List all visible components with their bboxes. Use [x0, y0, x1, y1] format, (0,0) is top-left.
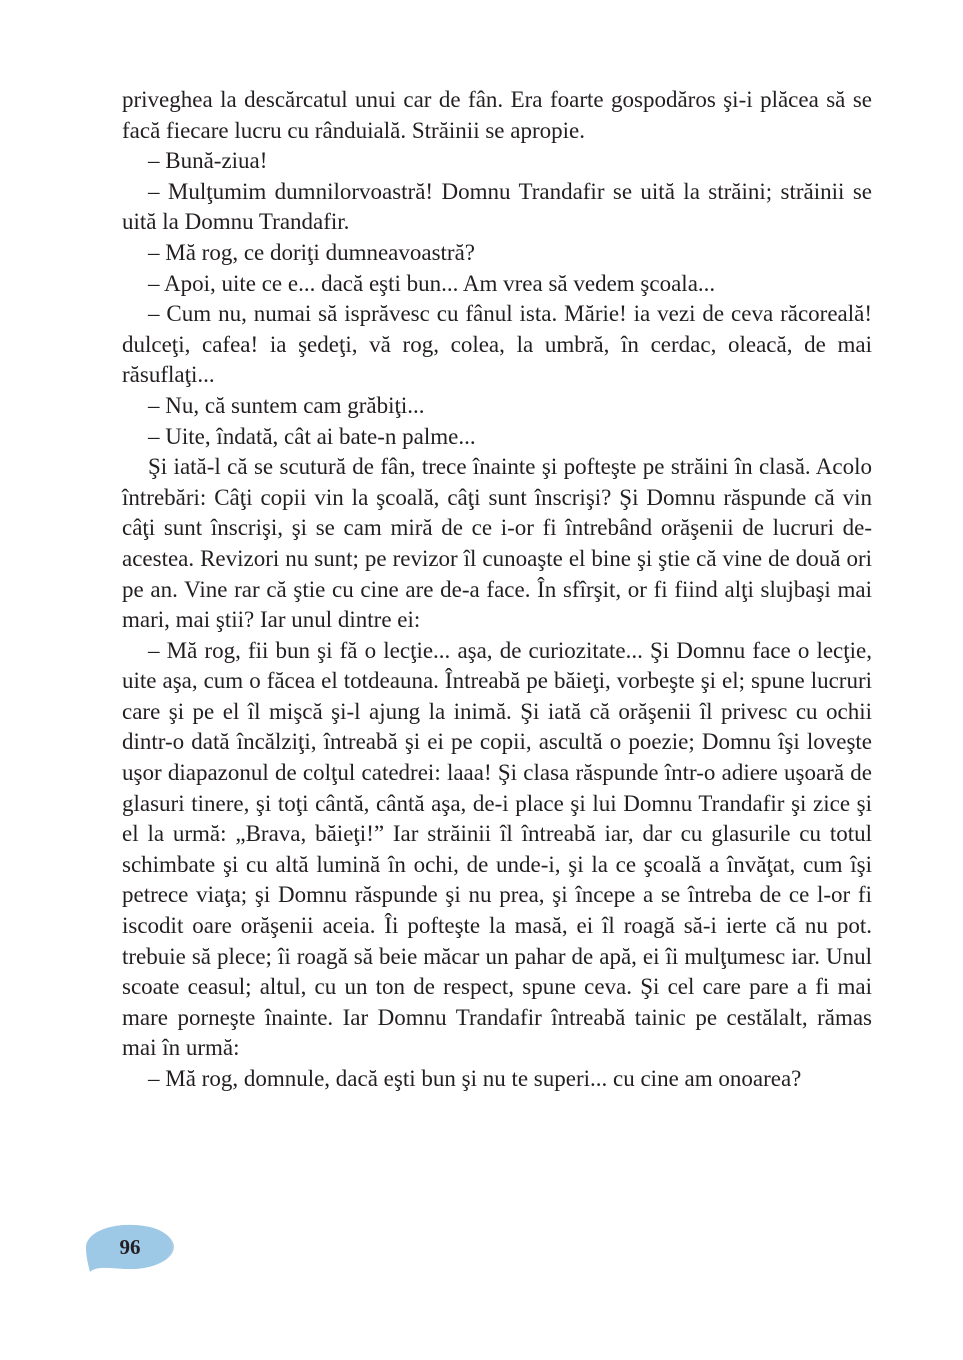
paragraph: – Nu, că suntem cam grăbiţi...	[148, 392, 425, 418]
paragraph: – Mă rog, fii bun şi fă o lecţie... aşa, de curiozitate... Şi Domnu face o lecţie, uite aşa, cum o făcea el totdeauna. Întreabă pe băieţi, vorbeşte şi el; spune lucruri care şi pe el îl mişcă şi-l ajung la inimă. Şi iată că orăşenii îl privesc cu ochii dintr-o dată încălziţi, întreabă şi ei pe copii, ascultă o poezie; Domnu îşi loveşte uşor diapazonul de colţul catedrei: laaa! Şi clasa răspunde într-o adiere uşoară de glasuri tinere, şi toţi cântă, cântă aşa, de-i place şi lui Domnu Trandafir şi zice şi el la urmă: „Brava, băieţi!” Iar străinii îl întreabă iar, dar cu glasurile cu totul schimbate şi cu altă lumină în ochi, de unde-i, şi la ce şcoală a învăţat, cum îşi petrece viaţa; şi Domnu răspunde şi nu prea, şi începe a se întreba de ce l-or fi iscodit oare orăşenii aceia. Îi pofteşte la masă, ei îl roagă să-i ierte că nu pot. trebuie să plece; îi roagă să beie măcar un pahar de apă, ei îi mulţumesc iar. Unul scoate ceasul; altul, cu un ton de respect, spune ceva. Şi cel care pare a fi mai mare porneşte înainte. Iar Domnu Trandafir întreabă tainic pe cestălalt, rămas mai în urmă:	[122, 637, 872, 1061]
paragraph: – Mulţumim dumnilorvoastră! Domnu Trandafir se uită la străini; străinii se uită la Domnu Trandafir.	[122, 178, 872, 235]
paragraph: – Uite, îndată, cât ai bate-n palme...	[148, 423, 476, 449]
paragraph: – Apoi, uite ce e... dacă eşti bun... Am vrea să vedem şcoala...	[148, 270, 716, 296]
page-number: 96	[119, 1235, 141, 1259]
paragraph: – Cum nu, numai să isprăvesc cu fânul ista. Mărie! ia vezi de ceva răcoreală! dulceţi, cafea! ia şedeţi, vă rog, colea, la umbră, în cerdac, oleacă, de mai răsuflaţi...	[122, 301, 872, 388]
paragraph: – Bună-ziua!	[148, 148, 268, 174]
paragraph: priveghea la descărcatul unui car de fân. Era foarte gospodăros şi-i plăcea să se facă fiecare lucru cu rânduială. Străinii se apropie.	[122, 87, 872, 143]
page-number-badge	[80, 1220, 176, 1274]
paragraph: – Mă rog, domnule, dacă eşti bun şi nu te superi... cu cine am onoarea?	[148, 1066, 802, 1091]
paragraph: Şi iată-l că se scutură de fân, trece înainte şi pofteşte pe străini în clasă. Acolo întrebări: Câţi copii vin la şcoală, câţi sunt înscrişi? Şi Domnu răspunde că vin câţi sunt înscrişi, şi se cam miră de ce i-or fi întrebând orăşenii de lucruri de-acestea. Revizori nu sunt; pe revizor îl cunoaşte el bine şi ştie că vine de două ori pe an. Vine rar că ştie cu cine are de-a face. În sfîrşit, or fi fiind alţi slujbaşi mai mari, mai ştii? Iar unul dintre ei:	[122, 454, 872, 633]
body-text	[122, 85, 872, 1095]
paragraph: – Mă rog, ce doriţi dumneavoastră?	[148, 239, 475, 265]
